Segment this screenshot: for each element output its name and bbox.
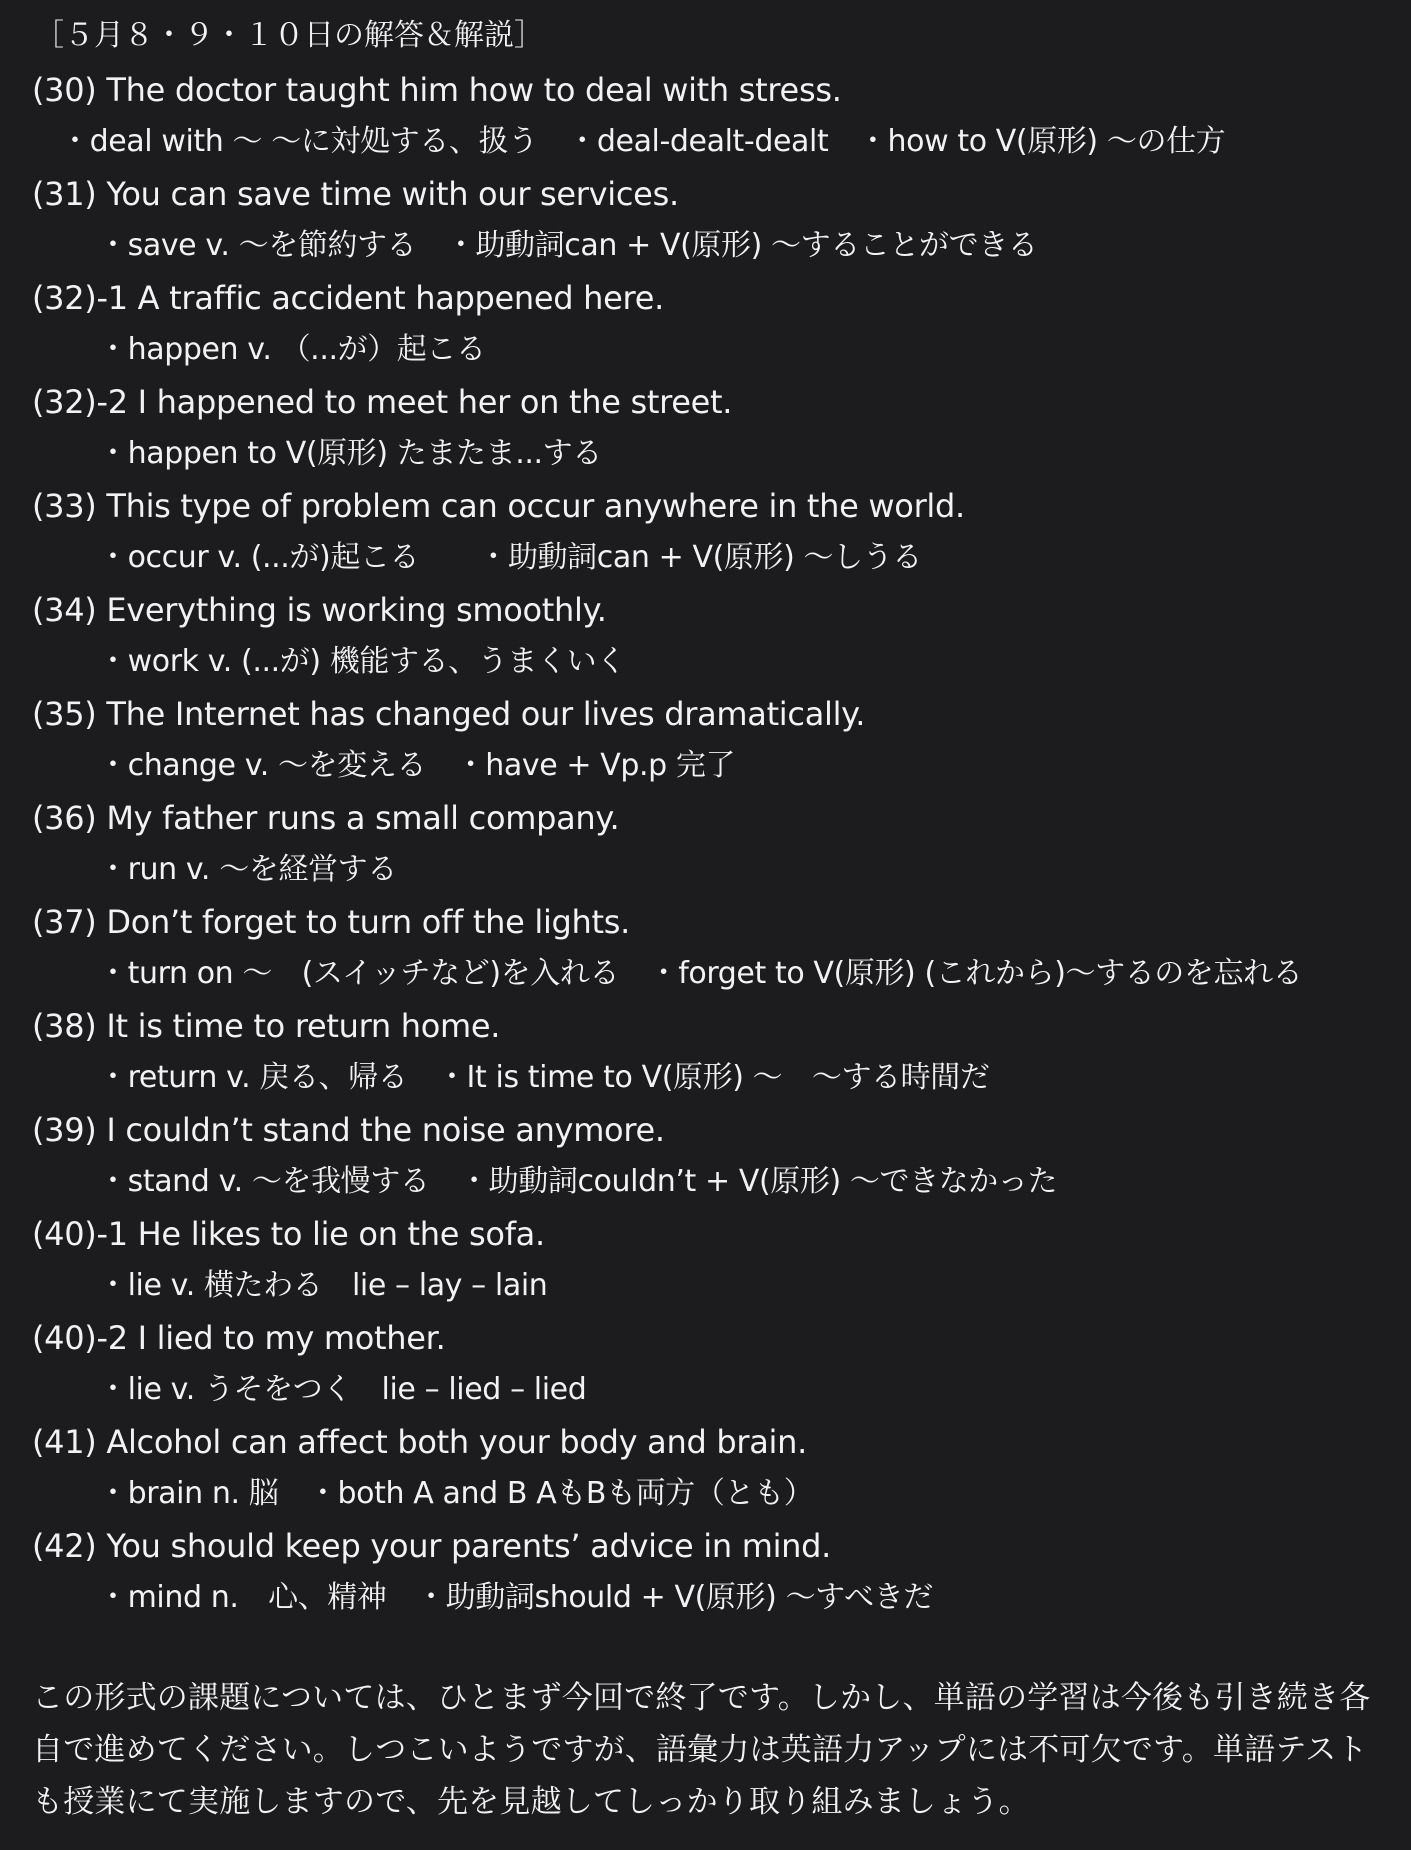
answer-note: ・return v. 戻る、帰る ・It is time to V(原形) 〜 〜する時間だ bbox=[98, 1060, 990, 1095]
answer-sentence: (37) Don’t forget to turn off the lights. bbox=[32, 903, 631, 941]
answer-sentence: (30) The doctor taught him how to deal with stress. bbox=[32, 71, 842, 109]
answer-item bbox=[32, 792, 1402, 896]
answer-sentence: (40)-2 I lied to my mother. bbox=[32, 1319, 446, 1357]
answer-sentence: (40)-1 He likes to lie on the sofa. bbox=[32, 1215, 545, 1253]
answer-note: ・stand v. 〜を我慢する ・助動詞couldn’t + V(原形) 〜できなかった bbox=[98, 1164, 1058, 1199]
answer-item bbox=[32, 480, 1402, 584]
answer-sentence: (35) The Internet has changed our lives dramatically. bbox=[32, 695, 866, 733]
answer-sentence: (31) You can save time with our services. bbox=[32, 175, 679, 213]
answer-item bbox=[32, 1416, 1402, 1520]
closing-message-line: も授業にて実施しますので、先を見越してしっかり取り組みましょう。 bbox=[32, 1784, 1030, 1820]
answer-sentence: (32)-2 I happened to meet her on the street. bbox=[32, 383, 733, 421]
page-title: ［５月８・９・１０日の解答＆解説］ bbox=[34, 18, 544, 53]
answer-item bbox=[32, 1520, 1402, 1624]
answer-note: ・deal with 〜 〜に対処する、扱う ・deal-dealt-dealt ・how to V(原形) 〜の仕方 bbox=[60, 124, 1226, 159]
answer-sentence: (36) My father runs a small company. bbox=[32, 799, 620, 837]
answer-sentence: (41) Alcohol can affect both your body and brain. bbox=[32, 1423, 807, 1461]
answer-note: ・happen v. （...が）起こる bbox=[98, 332, 486, 367]
answer-item bbox=[32, 896, 1402, 1000]
answer-item bbox=[32, 1208, 1402, 1312]
answer-sentence: (38) It is time to return home. bbox=[32, 1007, 501, 1045]
answer-note: ・turn on 〜 (スイッチなど)を入れる ・forget to V(原形) (これから)〜するのを忘れる bbox=[98, 956, 1303, 991]
answer-sentence: (34) Everything is working smoothly. bbox=[32, 591, 607, 629]
answer-item bbox=[32, 688, 1402, 792]
answer-note: ・lie v. うそをつく lie – lied – lied bbox=[98, 1372, 587, 1407]
answer-sentence: (32)-1 A traffic accident happened here. bbox=[32, 279, 664, 317]
answer-list bbox=[32, 64, 1402, 1624]
answer-note: ・happen to V(原形) たまたま...する bbox=[98, 436, 602, 471]
answer-sentence: (33) This type of problem can occur anywhere in the world. bbox=[32, 487, 965, 525]
answer-item bbox=[32, 376, 1402, 480]
closing-message-line: この形式の課題については、ひとまず今回で終了です。しかし、単語の学習は今後も引き続き各 bbox=[32, 1680, 1371, 1716]
answer-note: ・run v. 〜を経営する bbox=[98, 852, 397, 887]
answer-note: ・change v. 〜を変える ・have + Vp.p 完了 bbox=[98, 748, 736, 783]
answer-item bbox=[32, 1104, 1402, 1208]
answer-sentence: (39) I couldn’t stand the noise anymore. bbox=[32, 1111, 665, 1149]
answer-note: ・work v. (...が) 機能する、うまくいく bbox=[98, 644, 626, 679]
closing-message-line: 自で進めてください。しつこいようですが、語彙力は英語力アップには不可欠です。単語テスト bbox=[32, 1732, 1368, 1768]
answer-note: ・mind n. 心、精神 ・助動詞should + V(原形) 〜すべきだ bbox=[98, 1580, 933, 1615]
answer-sentence: (42) You should keep your parents’ advice in mind. bbox=[32, 1527, 832, 1565]
answer-item bbox=[32, 1000, 1402, 1104]
answer-note: ・save v. 〜を節約する ・助動詞can + V(原形) 〜することができる bbox=[98, 228, 1038, 263]
answer-item bbox=[32, 584, 1402, 688]
answer-item bbox=[32, 168, 1402, 272]
closing-message bbox=[32, 1672, 1404, 1828]
answer-note: ・occur v. (...が)起こる ・助動詞can + V(原形) 〜しうる bbox=[98, 540, 922, 575]
answer-item bbox=[32, 272, 1402, 376]
answer-item bbox=[32, 1312, 1402, 1416]
answer-note: ・lie v. 横たわる lie – lay – lain bbox=[98, 1268, 548, 1303]
answer-item bbox=[32, 64, 1402, 168]
answer-note: ・brain n. 脳 ・both A and B AもBも両方（とも） bbox=[98, 1476, 814, 1511]
